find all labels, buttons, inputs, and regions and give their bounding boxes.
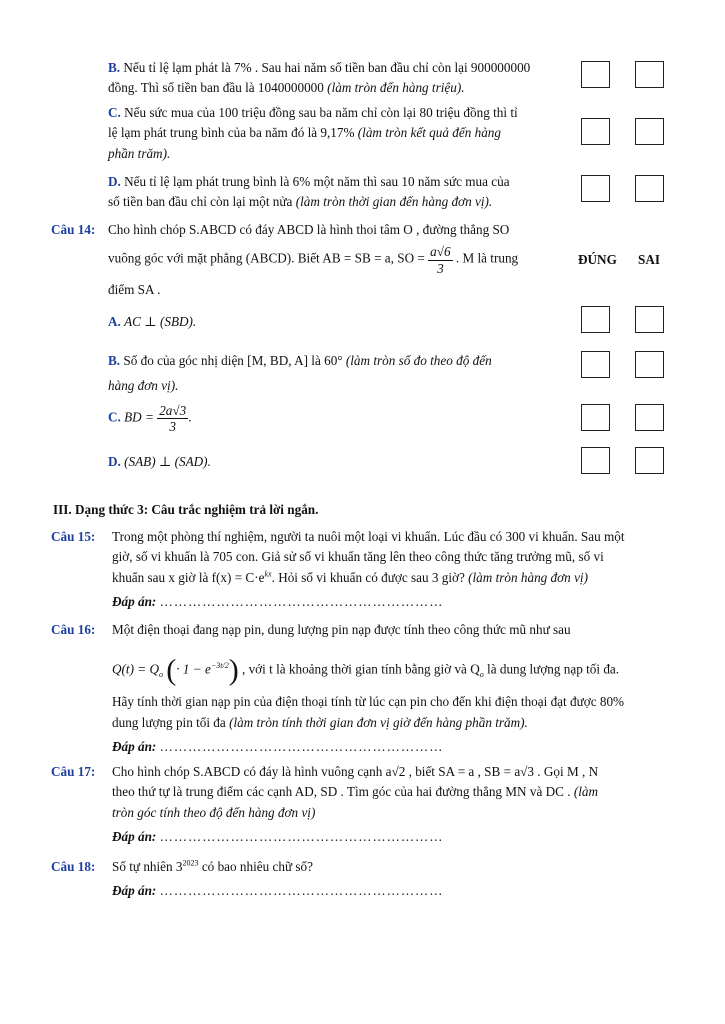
- stem-line: là dung lượng nạp tối đa.: [487, 661, 620, 677]
- q14-b-true-checkbox[interactable]: [581, 351, 610, 378]
- formula-body: · 1 − e: [176, 661, 211, 677]
- q14-d-true-checkbox[interactable]: [581, 447, 610, 474]
- stem-line: Cho hình chóp S.ABCD có đáy là hình vuông cạnh a√2 , biết SA = a , SB = a√3 . Gọi M , N: [112, 764, 599, 779]
- option-text: (SAB) ⊥ (SAD).: [124, 454, 211, 469]
- answer-blank[interactable]: ……………………………………………………: [159, 829, 444, 845]
- option-letter: D.: [108, 174, 121, 189]
- option-text: BD =: [124, 409, 154, 425]
- option-text: Nếu sức mua của 100 triệu đồng sau ba năm chỉ còn lại 80 triệu đồng thì tỉ: [124, 105, 518, 120]
- q14-option-b: [108, 348, 564, 398]
- stem-line: khuẩn sau x giờ là f(x) = C·e: [112, 569, 265, 585]
- answer-blank[interactable]: ……………………………………………………: [159, 594, 444, 610]
- stem-note: tròn góc tính theo độ đến hàng đơn vị): [112, 804, 316, 820]
- formula-exponent: −3t/2: [210, 661, 229, 671]
- exponent: kx: [264, 569, 272, 579]
- formula-row: $Q(t) = Q_o$ (· $1 - e^{-3t/2}$) , với t là khoảng thời gian tính bằng giờ và $Q_o$ là dung lượng nạp tối đa.: [112, 653, 620, 687]
- q13-d-false-checkbox[interactable]: [635, 175, 664, 202]
- question-15-stem: [112, 527, 672, 613]
- stem-line: giờ, số vi khuẩn là 705 con. Giả sử số vi khuẩn tăng lên theo công thức tăng trưởng mũ, số vi: [112, 549, 604, 565]
- q14-option-d: [108, 452, 564, 472]
- stem-line: dung lượng pin tối đa: [112, 714, 226, 730]
- stem-line: điểm SA .: [108, 281, 161, 297]
- option-note: hàng đơn vị).: [108, 378, 179, 394]
- q14-option-c: [108, 403, 564, 434]
- option-text: số tiền ban đầu chỉ còn lại một nửa: [108, 194, 293, 210]
- q13-option-c: [108, 103, 564, 164]
- stem-line: theo thứ tự là trung điểm các cạnh AD, SD . Tìm góc của hai đường thẳng MN và DC .: [112, 784, 571, 800]
- q14-d-false-checkbox[interactable]: [635, 447, 664, 474]
- q14-c-false-checkbox[interactable]: [635, 404, 664, 431]
- false-column-header: SAI: [638, 252, 660, 267]
- option-text: Nếu tỉ lệ lạm phát trung bình là 6% một năm thì sau 10 năm sức mua của: [124, 174, 510, 189]
- question-18-label: Câu 18:: [51, 859, 96, 874]
- q14-a-true-checkbox[interactable]: [581, 306, 610, 333]
- q13-b-true-checkbox[interactable]: [581, 61, 610, 88]
- q13-c-false-checkbox[interactable]: [635, 118, 664, 145]
- option-letter: D.: [108, 454, 121, 469]
- question-16-stem: [112, 620, 672, 758]
- option-letter: A.: [108, 314, 121, 329]
- question-15-label: Câu 15:: [51, 529, 96, 544]
- option-text: lệ lạm phát trung bình của ba năm đó là 9,17%: [108, 125, 355, 141]
- option-note: (làm tròn thời gian đến hàng đơn vị).: [295, 194, 493, 210]
- q14-a-false-checkbox[interactable]: [635, 306, 664, 333]
- answer-label: Đáp án:: [112, 829, 157, 845]
- subscript: o: [479, 670, 484, 680]
- stem-line: . Hỏi số vi khuẩn có được sau 3 giờ?: [271, 569, 465, 585]
- stem-line: có bao nhiêu chữ số?: [201, 859, 313, 874]
- true-column-header: ĐÚNG: [578, 252, 617, 267]
- option-note: (làm tròn số đo theo độ đến: [345, 353, 492, 368]
- fraction-denominator: 3: [437, 260, 444, 276]
- answer-label: Đáp án:: [112, 883, 157, 899]
- stem-line: Cho hình chóp S.ABCD có đáy ABCD là hình thoi tâm O , đường thẳng SO: [108, 222, 510, 237]
- q13-c-true-checkbox[interactable]: [581, 118, 610, 145]
- question-17-label: Câu 17:: [51, 764, 96, 779]
- stem-line: Trong một phòng thí nghiệm, người ta nuôi một loại vi khuẩn. Lúc đầu có 300 vi khuẩn. Sau một: [112, 529, 625, 544]
- fraction-denominator: 3: [169, 419, 177, 435]
- q14-b-false-checkbox[interactable]: [635, 351, 664, 378]
- question-17-stem: [112, 762, 672, 848]
- answer-blank[interactable]: ……………………………………………………: [159, 739, 444, 755]
- option-note: phần trăm).: [108, 145, 171, 161]
- q13-d-true-checkbox[interactable]: [581, 175, 610, 202]
- option-text: Nếu tỉ lệ lạm phát là 7% . Sau hai năm số tiền ban đầu chỉ còn lại 900000000: [123, 60, 531, 75]
- stem-line: Một điện thoại đang nạp pin, dung lượng pin nạp được tính theo công thức mũ như sau: [112, 622, 571, 637]
- question-16-label: Câu 16:: [51, 622, 96, 637]
- q14-option-a: [108, 312, 564, 332]
- formula-lhs: Q(t) = Q: [112, 661, 159, 677]
- stem-note: (làm tròn tính thời gian đơn vị giờ đến hàng phần trăm).: [229, 714, 528, 730]
- answer-label: Đáp án:: [112, 594, 157, 610]
- question-14-stem: [108, 220, 564, 300]
- fraction-numerator: 2a√3: [159, 403, 187, 418]
- stem-note: (làm tròn hàng đơn vị): [468, 569, 588, 585]
- formula-subscript: o: [159, 670, 163, 680]
- question-18-stem: [112, 857, 672, 902]
- question-14-label: Câu 14:: [51, 222, 96, 237]
- answer-blank[interactable]: ……………………………………………………: [159, 883, 444, 899]
- option-text: đồng. Thì số tiền ban đầu là 1040000000: [108, 80, 324, 96]
- stem-line: , với t là khoảng thời gian tính bằng giờ và Q: [241, 661, 480, 677]
- option-text: .: [188, 409, 192, 425]
- answer-label: Đáp án:: [112, 739, 157, 755]
- option-letter: B.: [108, 60, 121, 75]
- option-text: AC ⊥ (SBD).: [124, 314, 197, 329]
- fraction-numerator: a√6: [430, 244, 451, 260]
- option-note: (làm tròn kết quả đến hàng: [357, 125, 501, 141]
- stem-line: . M là trung: [455, 251, 519, 267]
- fraction: [428, 244, 452, 275]
- option-note: (làm tròn đến hàng triệu).: [327, 80, 465, 96]
- stem-line: Hãy tính thời gian nạp pin của điện thoại tính từ lúc cạn pin cho đến khi điện thoại đạt được 80%: [112, 694, 625, 710]
- option-letter: C.: [108, 409, 121, 425]
- fraction: [157, 403, 188, 434]
- q14-c-true-checkbox[interactable]: [581, 404, 610, 431]
- exponent: 2023: [182, 858, 199, 868]
- option-text: Số đo của góc nhị diện [M, BD, A] là 60°: [123, 353, 343, 368]
- section-3-title: III. Dạng thức 3: Câu trắc nghiệm trả lời ngắn.: [53, 502, 319, 517]
- stem-note: (làm: [573, 784, 598, 800]
- stem-line: Số tự nhiên 3: [112, 859, 183, 874]
- q13-option-d: [108, 172, 564, 213]
- option-letter: B.: [108, 353, 121, 368]
- q13-option-b: [108, 58, 564, 99]
- option-letter: C.: [108, 105, 121, 120]
- q13-b-false-checkbox[interactable]: [635, 61, 664, 88]
- stem-line: vuông góc với mặt phẳng (ABCD). Biết AB = SB = a, SO =: [108, 251, 425, 267]
